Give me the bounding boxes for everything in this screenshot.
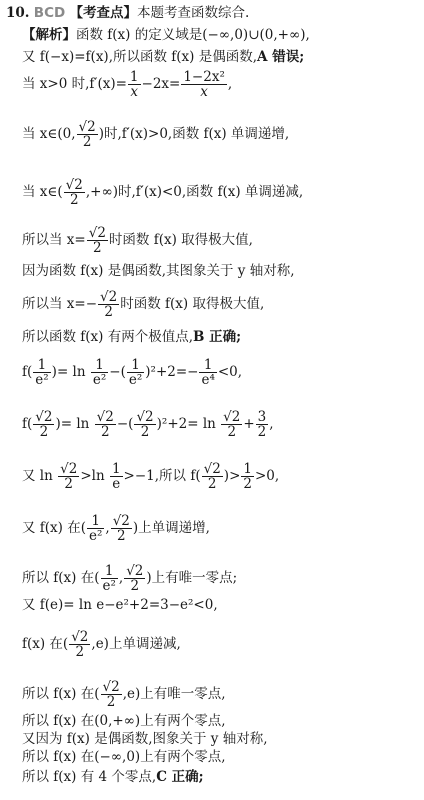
line-21-text: 所以 f(x) 有 4 个零点, <box>22 769 157 785</box>
frac-num: √2 <box>35 409 53 425</box>
frac-den: e² <box>102 578 116 594</box>
answer-key: BCD <box>33 5 66 21</box>
frac-num: √2 <box>60 461 78 477</box>
line-17 <box>22 680 226 709</box>
line-8-b: 时函数 f(x) 取得极大值, <box>120 296 265 312</box>
fraction <box>241 462 254 491</box>
line-6-a: 所以当 x= <box>22 232 86 248</box>
frac-den: x <box>200 84 208 100</box>
frac-den: 2 <box>130 578 140 594</box>
fraction <box>127 358 144 387</box>
frac-den: 2 <box>104 304 113 320</box>
frac-num: 1−2x² <box>183 69 225 85</box>
line-16 <box>22 630 181 659</box>
frac-num: √2 <box>126 563 144 579</box>
line-20-text: 所以 f(x) 在(−∞,0)上有两个零点, <box>22 749 226 765</box>
line-5-a: 当 x∈( <box>22 184 63 200</box>
fraction <box>33 358 50 387</box>
line-17-b: ,e)上有唯一零点, <box>122 686 226 702</box>
frac-num: √2 <box>88 225 106 241</box>
fraction <box>128 70 141 99</box>
fraction <box>87 514 104 543</box>
line-12 <box>22 462 279 491</box>
line-13-a: 又 f(x) 在( <box>22 520 86 536</box>
fraction <box>199 358 216 387</box>
line-12-c: >−1,所以 f( <box>123 468 201 484</box>
fraction <box>77 120 98 149</box>
line-6 <box>22 226 253 255</box>
line-2-text: 又 f(−x)=f(x),所以函数 f(x) 是偶函数, <box>22 49 258 65</box>
frac-num: 1 <box>101 564 118 579</box>
fraction <box>33 410 54 439</box>
line-3-c: , <box>227 76 233 92</box>
frac-num: √2 <box>96 409 114 425</box>
line-18-text: 所以 f(x) 在(0,+∞)上有两个零点, <box>22 713 226 729</box>
frac-num: √2 <box>65 177 83 193</box>
line-21 <box>22 768 204 786</box>
line-12-b: >ln <box>80 468 109 484</box>
section-tag: 【考查点】 <box>69 5 137 21</box>
frac-den: 2 <box>69 192 79 208</box>
frac-den: 2 <box>82 134 92 150</box>
frac-den: 2 <box>117 528 126 544</box>
line-11-e: + <box>243 416 255 432</box>
fraction <box>98 290 119 319</box>
fraction <box>101 680 122 709</box>
frac-num: √2 <box>136 409 154 425</box>
fraction <box>69 630 90 659</box>
line-1-text: 函数 f(x) 的定义域是(−∞,0)∪(0,+∞), <box>76 27 310 43</box>
frac-den: 2 <box>100 424 110 440</box>
frac-num: √2 <box>203 461 221 477</box>
line-12-e: >0, <box>254 468 280 484</box>
line-2 <box>22 48 304 66</box>
tag-text: 本题考查函数综合. <box>137 5 250 21</box>
line-8-a: 所以当 x=− <box>22 296 98 312</box>
frac-den: 2 <box>140 424 150 440</box>
line-15 <box>22 596 218 614</box>
frac-den: 2 <box>106 694 116 710</box>
verdict-b: B 正确; <box>193 329 242 345</box>
line-5 <box>22 178 303 207</box>
line-10-c: −( <box>109 364 126 380</box>
line-11-c: −( <box>116 416 134 432</box>
frac-den: 2 <box>243 476 252 492</box>
frac-den: 2 <box>207 476 217 492</box>
line-16-a: f(x) 在( <box>22 636 69 652</box>
line-10-d: )²+2=− <box>145 364 199 380</box>
frac-den: e <box>112 476 121 492</box>
line-14 <box>22 564 237 593</box>
fraction <box>202 462 223 491</box>
line-14-c: )上有唯一零点; <box>146 570 238 586</box>
frac-den: e² <box>35 372 49 388</box>
fraction <box>91 358 108 387</box>
line-4-b: )时,f′(x)>0,函数 f(x) 单调递增, <box>98 126 290 142</box>
frac-num: 1 <box>111 461 121 477</box>
line-10-b: )= ln <box>51 364 90 380</box>
line-10-a: f( <box>22 364 33 380</box>
frac-den: 2 <box>75 644 85 660</box>
frac-num: 1 <box>243 461 252 477</box>
frac-num: √2 <box>71 629 89 645</box>
fraction <box>124 564 145 593</box>
line-7-text: 因为函数 f(x) 是偶函数,其图象关于 y 轴对称, <box>22 263 295 279</box>
line-15-text: 又 f(e)= ln e−e²+2=3−e²<0, <box>22 597 218 613</box>
fraction <box>95 410 116 439</box>
frac-den: 2 <box>257 424 267 440</box>
line-14-a: 所以 f(x) 在( <box>22 570 100 586</box>
line-3-b: −2x= <box>141 76 181 92</box>
frac-den: e² <box>92 372 107 388</box>
line-18 <box>22 712 226 730</box>
frac-num: 1 <box>127 358 144 373</box>
line-10-e: <0, <box>217 364 243 380</box>
line-9-text: 所以函数 f(x) 有两个极值点, <box>22 329 194 345</box>
frac-den: 2 <box>39 424 49 440</box>
fraction <box>111 514 132 543</box>
line-7 <box>22 262 295 280</box>
frac-den: 2 <box>227 424 237 440</box>
line-11-g: , <box>269 416 274 432</box>
frac-den: 2 <box>93 240 102 256</box>
frac-num: √2 <box>223 409 241 425</box>
line-13-b: , <box>105 520 110 536</box>
frac-num: 3 <box>257 409 267 425</box>
frac-num: 1 <box>87 514 104 529</box>
line-3 <box>22 70 232 99</box>
fraction <box>87 226 108 255</box>
frac-num: √2 <box>100 289 118 305</box>
analysis-tag: 【解析】 <box>22 27 76 43</box>
line-11 <box>22 410 274 439</box>
fraction <box>64 178 85 207</box>
problem-header <box>6 4 249 22</box>
line-16-b: ,e)上单调递减, <box>91 636 181 652</box>
fraction <box>221 410 242 439</box>
line-17-a: 所以 f(x) 在( <box>22 686 100 702</box>
verdict-c: C 正确; <box>156 769 204 785</box>
frac-num: 1 <box>91 358 108 373</box>
line-14-b: , <box>118 570 124 586</box>
line-19-text: 又因为 f(x) 是偶函数,图象关于 y 轴对称, <box>22 731 268 747</box>
frac-num: √2 <box>78 119 96 135</box>
frac-den: e² <box>89 528 103 544</box>
fraction <box>110 462 123 491</box>
line-13 <box>22 514 210 543</box>
line-20 <box>22 748 226 766</box>
fraction <box>181 70 227 99</box>
line-4-a: 当 x∈(0, <box>22 126 76 142</box>
line-12-a: 又 ln <box>22 468 58 484</box>
frac-num: 1 <box>129 69 139 85</box>
line-11-b: )= ln <box>55 416 94 432</box>
verdict-a: A 错误; <box>257 49 305 65</box>
frac-num: 1 <box>199 358 216 373</box>
frac-num: 1 <box>33 358 50 373</box>
line-8 <box>22 290 264 319</box>
line-11-d: )²+2= ln <box>156 416 221 432</box>
line-6-b: 时函数 f(x) 取得极大值, <box>108 232 253 248</box>
fraction <box>256 410 269 439</box>
line-13-c: )上单调递增, <box>132 520 210 536</box>
frac-den: e² <box>128 372 143 388</box>
frac-num: √2 <box>112 513 130 529</box>
line-12-d: )> <box>223 468 241 484</box>
frac-den: x <box>130 84 139 100</box>
line-9 <box>22 328 241 346</box>
frac-den: 2 <box>64 476 73 492</box>
fraction <box>101 564 118 593</box>
line-4 <box>22 120 289 149</box>
fraction <box>58 462 79 491</box>
problem-number: 10. <box>6 5 30 21</box>
line-10 <box>22 358 242 387</box>
line-1 <box>22 26 310 44</box>
line-11-a: f( <box>22 416 33 432</box>
line-3-a: 当 x>0 时,f′(x)= <box>22 76 127 92</box>
line-5-b: ,+∞)时,f′(x)<0,函数 f(x) 单调递减, <box>85 184 304 200</box>
frac-den: e⁴ <box>201 372 215 388</box>
fraction <box>134 410 155 439</box>
frac-num: √2 <box>102 679 120 695</box>
line-19 <box>22 730 268 748</box>
